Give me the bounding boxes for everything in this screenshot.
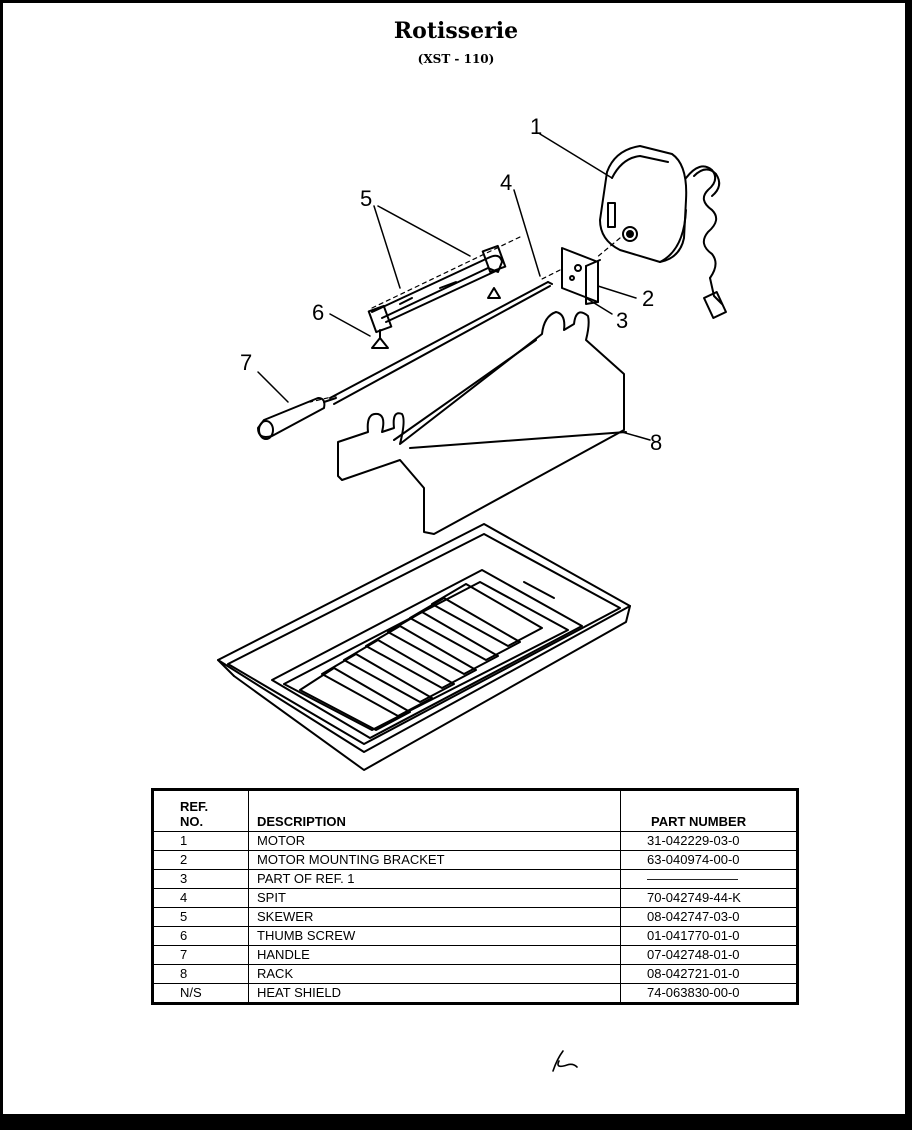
- part-number-cell: 07-042748-01-0: [621, 946, 798, 965]
- column-header-ref-no: [153, 790, 249, 832]
- table-row: [153, 889, 798, 908]
- table-row: [153, 908, 798, 927]
- callout-2: 2: [642, 286, 655, 311]
- ref-cell: N/S: [153, 984, 249, 1004]
- callout-5: 5: [360, 186, 373, 211]
- spit-part: [330, 282, 552, 404]
- ref-cell: 8: [153, 965, 249, 984]
- parts-list-table: [151, 788, 799, 1005]
- ref-cell: 7: [153, 946, 249, 965]
- rack-part: [338, 312, 626, 534]
- ref-cell: 1: [153, 832, 249, 851]
- description-cell: SPIT: [249, 889, 621, 908]
- part-number-cell: ———————: [621, 870, 798, 889]
- drip-pan-part: [218, 524, 630, 770]
- ref-cell: 5: [153, 908, 249, 927]
- table-row: [153, 851, 798, 870]
- description-cell: MOTOR: [249, 832, 621, 851]
- part-number-cell: 63-040974-00-0: [621, 851, 798, 870]
- description-cell: MOTOR MOUNTING BRACKET: [249, 851, 621, 870]
- handle-part: [258, 398, 336, 439]
- part-number-cell: 08-042721-01-0: [621, 965, 798, 984]
- part-number-cell: 31-042229-03-0: [621, 832, 798, 851]
- callout-3: 3: [616, 308, 629, 333]
- column-header-description: DESCRIPTION: [249, 790, 621, 832]
- handwritten-mark: [545, 1045, 585, 1075]
- skewer-part: [369, 246, 506, 332]
- part-number-cell: 08-042747-03-0: [621, 908, 798, 927]
- model-number: (XST - 110): [417, 52, 495, 66]
- table-row: [153, 984, 798, 1004]
- table-row: [153, 832, 798, 851]
- ref-cell: 2: [153, 851, 249, 870]
- column-header-part-number: PART NUMBER: [621, 790, 798, 832]
- table-row: [153, 965, 798, 984]
- table-row: [153, 927, 798, 946]
- part-number-cell: 74-063830-00-0: [621, 984, 798, 1004]
- description-cell: HANDLE: [249, 946, 621, 965]
- diagram-title: Rotisserie: [393, 18, 519, 44]
- callout-4: 4: [500, 170, 513, 195]
- table-row: [153, 946, 798, 965]
- description-cell: RACK: [249, 965, 621, 984]
- description-cell: THUMB SCREW: [249, 927, 621, 946]
- part-number-cell: 70-042749-44-K: [621, 889, 798, 908]
- description-cell: SKEWER: [249, 908, 621, 927]
- table-header-row: [153, 790, 798, 832]
- description-cell: PART OF REF. 1: [249, 870, 621, 889]
- callout-7: 7: [240, 350, 253, 375]
- callout-6: 6: [312, 300, 325, 325]
- page-border-bottom: [0, 1114, 912, 1130]
- callout-8: 8: [650, 430, 663, 455]
- ref-cell: 3: [153, 870, 249, 889]
- ref-header-text: REF. NO.: [180, 799, 209, 829]
- part-number-cell: 01-041770-01-0: [621, 927, 798, 946]
- ref-cell: 6: [153, 927, 249, 946]
- description-cell: HEAT SHIELD: [249, 984, 621, 1004]
- ref-cell: 4: [153, 889, 249, 908]
- callout-1: 1: [530, 114, 543, 139]
- motor-mounting-bracket-part: [562, 248, 600, 304]
- table-row: [153, 870, 798, 889]
- leader-lines: [258, 134, 650, 440]
